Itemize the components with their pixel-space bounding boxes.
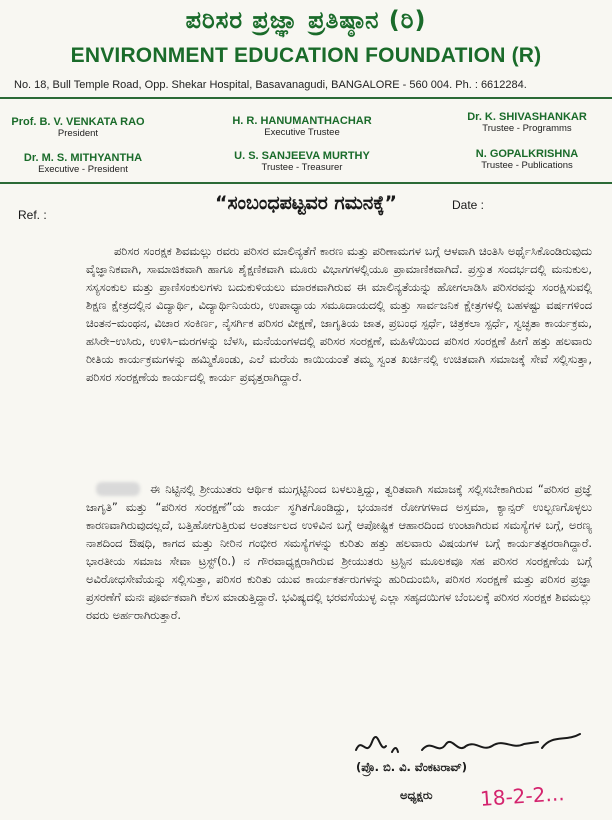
date-label: Date :: [452, 198, 485, 212]
trustee-president: [8, 116, 148, 140]
body-paragraph-1: ಪರಿಸರ ಸಂರಕ್ಷಕ ಶಿವಮಲ್ಲು ರವರು ಪರಿಸರ ಮಾಲಿನ್ಯತೆಗೆ ಕಾರಣ ಮತ್ತು ಪರಿಣಾಮಗಳ ಬಗ್ಗೆ ಆಳವಾಗಿ ಚಿಂತಿಸಿ ಅರ್ಥೈಸಿಕೊಂಡಿರುವುದು ವೈಜ್ಞಾನಿಕವಾಗಿ, ಸಾಮಾಜಿಕವಾಗಿ ಹಾಗೂ ಶೈಕ್ಷಣಿಕವಾಗಿ ಮೂರು ವಿಭಾಗಗಳಲ್ಲಿಯೂ ಪ್ರಾಮಾಣಿಕವಾಗಿದೆ. ಪ್ರಸ್ತುತ ಸಂದರ್ಭದಲ್ಲಿ ಮನುಕುಲ, ಸಸ್ಯಸಂಕುಲ ಮತ್ತು ಪ್ರಾಣಿಸಂಕುಲಗಳು ಬದುಕುಳಿಯಲು ಮಾರಕವಾಗಿರುವ ಈ ಮಾಲಿನ್ಯತೆಯನ್ನು ಹೋಗಲಾಡಿಸಿ ಪರಿಸರವನ್ನು ಸಂರಕ್ಷಿಸುವಲ್ಲಿ ಶಿಕ್ಷಣ ಕ್ಷೇತ್ರದಲ್ಲಿನ ವಿದ್ಯಾರ್ಥಿ, ವಿದ್ಯಾರ್ಥಿನಿಯರು, ಉಪಾಧ್ಯಾಯ ಸಮೂದಾಯದಲ್ಲಿ ಮತ್ತು ಸಾರ್ವಜನಿಕ ಕ್ಷೇತ್ರಗಳಲ್ಲಿ ಬಹಳಷ್ಟು ವರ್ಷಗಳಿಂದ ಚಿಂತನ–ಮಂಥನ, ವಿಚಾರ ಸಂಕಿರ್ಣ, ನೈಸರ್ಗಿಕ ಪರಿಸರ ವೀಕ್ಷಣೆ, ಜಾಗೃತಿಯ ಜಾತ, ಪ್ರಬಂಧ ಸ್ಪರ್ಧೆ, ಚಿತ್ರಕಲಾ ಸ್ಪರ್ಧೆ, ಸ್ವಚ್ಛತಾ ಕಾರ್ಯಕ್ರಮ, ಹಸಿರೇ–ಉಸಿರು, ಉಳಿಸಿ–ಮರಗಳನ್ನು ಬೆಳಸಿ, ಮನೆಯಂಗಳದಲ್ಲಿ ಪರಿಸರ ಸಂರಕ್ಷಣೆ, ಮಹಿಳೆಯಿಂದ ಪರಿಸರ ಸಂರಕ್ಷಣೆ ಹೀಗೆ ಹತ್ತು ಹಲವಾರು ರೀತಿಯ ಕಾರ್ಯಕ್ರಮಗಳನ್ನು ಹಮ್ಮಿಕೊಂಡು, ಎಲೆ ಮರೆಯ ಕಾಯಿಯಂತೆ ತಮ್ಮ ಸ್ವಂತ ಖರ್ಚಿನಲ್ಲಿ ಉಚಿತವಾಗಿ ಸಮಾಜಕ್ಕೆ ಸೇವೆ ಸಲ್ಲಿಸುತ್ತಾ, ಪರಿಸರ ಸಂರಕ್ಷಣೆಯ ಕಾರ್ಯದಲ್ಲಿ ಕಾರ್ಯ ಪ್ರವೃತ್ತರಾಗಿದ್ದಾರೆ.: [86, 244, 592, 384]
signature-scribble: [352, 728, 588, 762]
trustee-role: Executive Trustee: [264, 126, 340, 138]
trustee-role: Executive - President: [38, 163, 128, 175]
trustee-programms: [452, 111, 602, 135]
trustee-role: Trustee - Programms: [482, 122, 572, 134]
trustee-name: Dr. K. SHIVASHANKAR: [467, 111, 587, 123]
signatory-role: ಅಧ್ಯಕ್ಷರು: [400, 788, 433, 802]
trustee-name: H. R. HANUMANTHACHAR: [232, 115, 372, 127]
trustee-name: Prof. B. V. VENKATA RAO: [11, 116, 145, 128]
trustee-publications: [452, 148, 602, 172]
foundation-name-kannada: ಪರಿಸರ ಪ್ರಜ್ಞಾ ಪ್ರತಿಷ್ಠಾನ (ರಿ): [185, 6, 427, 34]
trustee-role: Trustee - Publications: [481, 159, 573, 171]
foundation-name-english: ENVIRONMENT EDUCATION FOUNDATION (R): [70, 44, 542, 67]
trustee-role: President: [57, 127, 99, 139]
signatory-name: (ಪ್ರೊ. ಬಿ. ವಿ. ವೆಂಕಟರಾವ್): [356, 760, 467, 774]
handwritten-date: 18-2-2...: [479, 781, 566, 811]
trustee-role: Trustee - Treasurer: [261, 161, 343, 173]
trustee-name: U. S. SANJEEVA MURTHY: [234, 150, 370, 162]
trustee-exec-president: [8, 152, 158, 176]
trustee-name: N. GOPALKRISHNA: [475, 148, 579, 160]
trustee-executive: [212, 115, 392, 139]
foundation-address: No. 18, Bull Temple Road, Opp. Shekar Hospital, Basavanagudi, BANGALORE - 560 004. Ph. : 6612284.: [14, 79, 527, 91]
trustee-name: Dr. M. S. MITHYANTHA: [23, 152, 143, 164]
ref-label: Ref. :: [18, 208, 47, 222]
header-divider-bottom: [0, 182, 612, 184]
trustee-treasurer: [212, 150, 392, 174]
header-divider-top: [0, 97, 612, 99]
body-paragraph-2: ಈ ನಿಟ್ಟಿನಲ್ಲಿ ಶ್ರೀಯುತರು ಆರ್ಥಿಕ ಮುಗ್ಗಟ್ಟಿನಿಂದ ಬಳಲುತ್ತಿದ್ದು, ತ್ವರಿತವಾಗಿ ಸಮಾಜಕ್ಕೆ ಸಲ್ಲಿಸಬೇಕಾಗಿರುವ “ಪರಿಸರ ಪ್ರಜ್ಞೆ ಜಾಗೃತಿ” ಮತ್ತು “ಪರಿಸರ ಸಂರಕ್ಷಣೆ”ಯ ಕಾರ್ಯ ಸ್ಥಗಿತಗೊಂಡಿದ್ದು, ಭಯಾನಕ ರೋಗಗಳಾದ ಅಸ್ತಮಾ, ಕ್ಯಾನ್ಸರ್ ಉಲ್ಬಣಗೊಳ್ಳಲು ಕಾರಣವಾಗಿರುವುದಲ್ಲದೆ, ಬತ್ತಿಹೋಗುತ್ತಿರುವ ಅಂತರ್ಜಲದ ಉಳಿವಿನ ಬಗ್ಗೆ ಆಪೋಷ್ಟಿಕ ಆಹಾರದಿಂದ ಉಂಟಾಗಿರುವ ಸಮಸ್ಯೆಗಳ ಬಗ್ಗೆ, ಅರಣ್ಯ ನಾಶದಿಂದ ಔಷಧಿ, ಕಾಗದ ಮತ್ತು ನೀರಿನ ಗಂಭೀರ ಸಮಸ್ಯೆಗಳನ್ನು ಕುರಿತು ಹತ್ತು ಹಲವಾರು ವಿಷಯಗಳ ಬಗ್ಗೆ ಕಾರ್ಯತತ್ಪರರಾಗಿದ್ದಾರೆ. ಭಾರತೀಯ ಸಮಾಜ ಸೇವಾ ಟ್ರಸ್ಟ್(ರಿ.) ನ ಗೌರವಾಧ್ಯಕ್ಷರಾಗಿರುವ ಶ್ರೀಯುತರು ಟ್ರಸ್ಟಿನ ಮೂಲಕವೂ ಸಹ ಪರಿಸರ ಸಂರಕ್ಷಣೆಯ ಬಗ್ಗೆ ಅವಿರೋಧಸೇವೆಯನ್ನು ಸಲ್ಲಿಸುತ್ತಾ, ಪರಿಸರ ಕುರಿತು ಯುವ ಕಾರ್ಯಕರ್ತರುಗಳನ್ನು ಹುರಿದುಂಬಿಸಿ, ಪರಿಸರ ಸಂರಕ್ಷಣೆ ಮತ್ತು ಪರಿಸರ ಪ್ರಜ್ಞಾ ಪ್ರಸರಣೆಗೆ ಮನಃ ಪೂರ್ವಕವಾಗಿ ಕೆಲಸ ಮಾಡುತ್ತಿದ್ದಾರೆ. ಭವಿಷ್ಯದಲ್ಲಿ ಭರವಸೆಯುಳ್ಳ ಎಲ್ಲಾ ಸಹೃದಯಿಗಳ ಬೆಂಬಲಕ್ಕೆ ಪರಿಸರ ಸಂರಕ್ಷಕ ಶಿವಮಲ್ಲು ರವರು ಅರ್ಹರಾಗಿರುತ್ತಾರೆ.: [86, 482, 592, 622]
letter-subject: “ಸಂಬಂಧಪಟ್ಟವರ ಗಮನಕ್ಕೆ”: [215, 192, 397, 214]
